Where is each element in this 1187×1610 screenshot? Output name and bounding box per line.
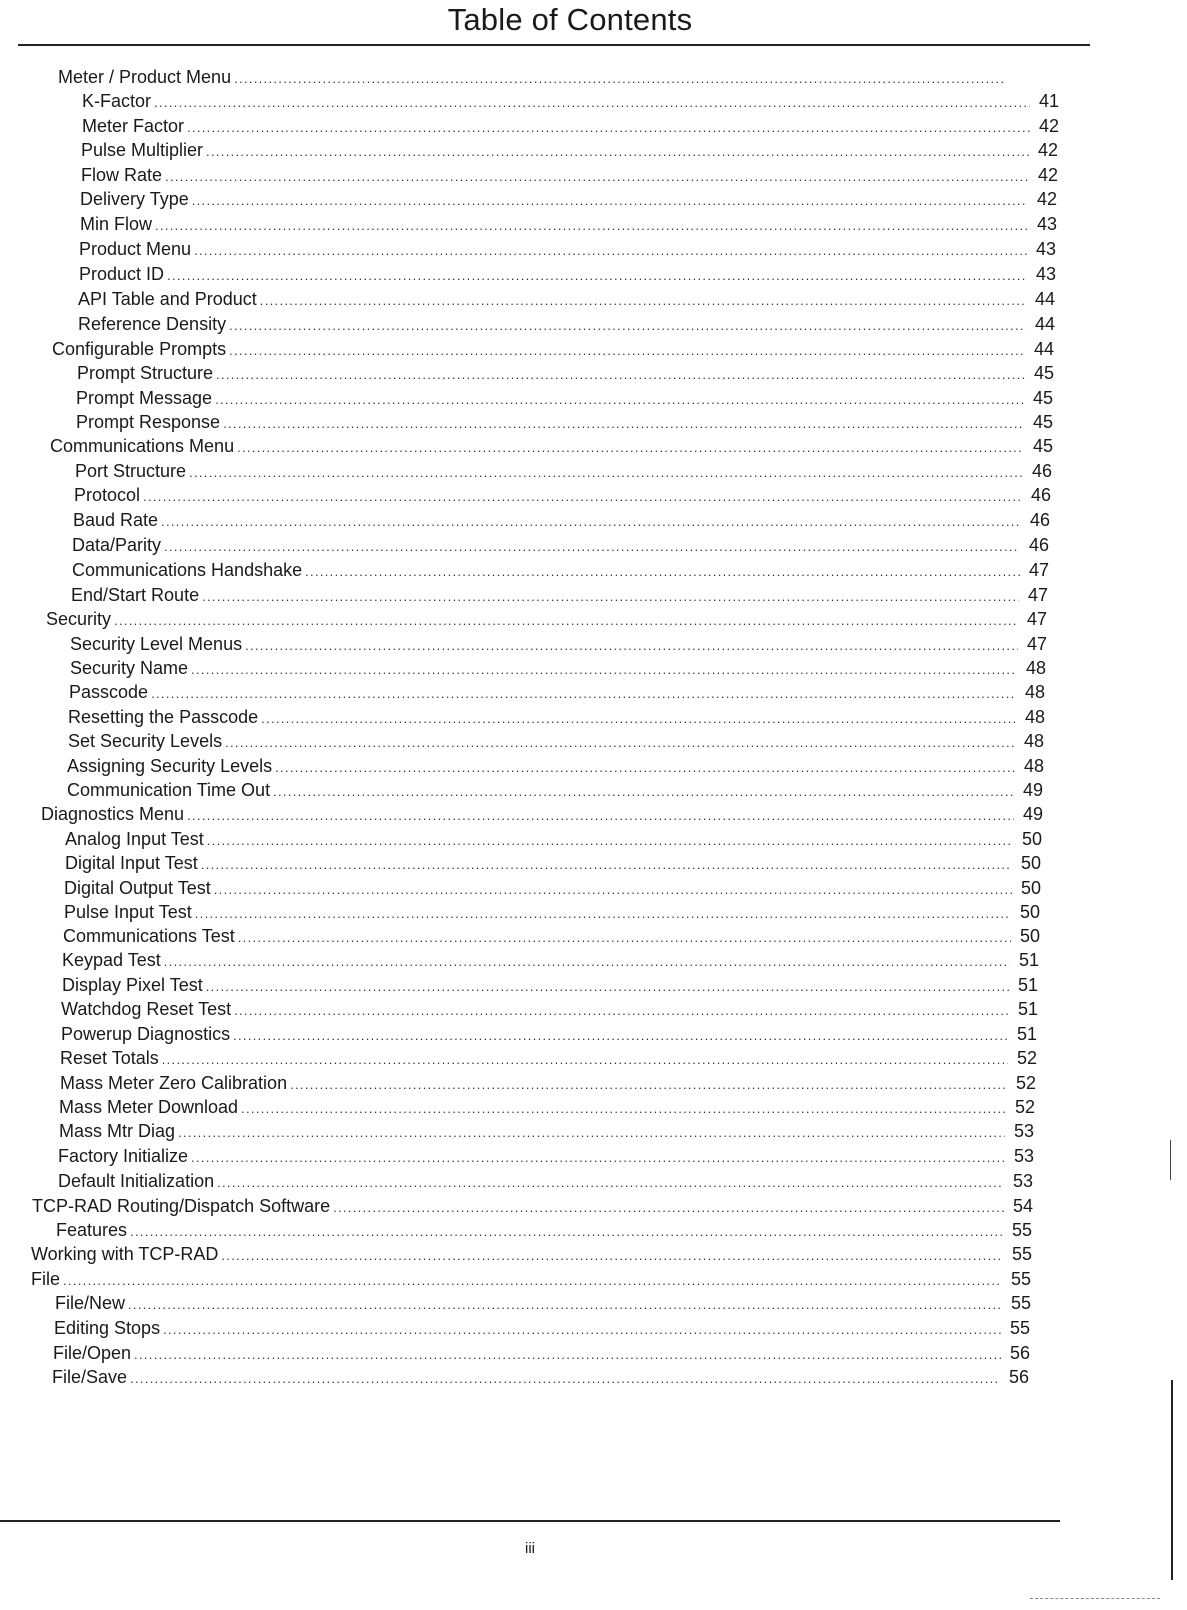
dot-leader <box>187 117 1030 139</box>
toc-entry[interactable] <box>64 901 1040 923</box>
toc-entry-label: Display Pixel Test <box>62 975 203 995</box>
toc-entry-page: 55 <box>1009 1318 1030 1338</box>
toc-entry[interactable] <box>68 730 1044 752</box>
toc-entry-page: 53 <box>1013 1121 1034 1141</box>
toc-entry-page: 47 <box>1026 609 1047 629</box>
toc-entry[interactable] <box>76 387 1053 409</box>
toc-entry-label: Min Flow <box>80 214 153 234</box>
dot-leader <box>130 1221 1003 1243</box>
toc-entry-label: Product Menu <box>79 239 192 259</box>
toc-entry-page: 49 <box>1022 804 1043 824</box>
toc-entry-label: File <box>31 1269 61 1289</box>
toc-entry-page: 51 <box>1017 975 1038 995</box>
toc-entry-label: Set Security Levels <box>68 731 223 751</box>
toc-entry-page: 55 <box>1010 1293 1031 1313</box>
dot-leader <box>234 68 1006 90</box>
toc-entry-page: 46 <box>1030 485 1051 505</box>
dot-leader <box>130 1368 1000 1390</box>
toc-entry-page: 44 <box>1034 289 1055 309</box>
toc-entry-page: 51 <box>1016 1024 1037 1044</box>
toc-entry[interactable] <box>60 1047 1037 1069</box>
toc-entry-label: Data/Parity <box>72 535 162 555</box>
header-rule <box>18 44 1090 46</box>
scan-binding-mark <box>1171 1380 1173 1580</box>
dot-leader <box>216 364 1025 386</box>
toc-entry-page: 45 <box>1033 363 1054 383</box>
toc-entry-label: Meter Factor <box>82 116 185 136</box>
dot-leader <box>164 951 1010 973</box>
toc-entry-label: File/Save <box>52 1367 128 1387</box>
toc-entry-page: 48 <box>1024 707 1045 727</box>
toc-entry-page: 45 <box>1032 412 1053 432</box>
toc-entry-page: 51 <box>1018 950 1039 970</box>
dot-leader <box>217 1172 1004 1194</box>
toc-entry-label: Working with TCP-RAD <box>31 1244 219 1264</box>
dot-leader <box>261 708 1016 730</box>
toc-entry-label: Prompt Structure <box>77 363 214 383</box>
toc-entry-label: Resetting the Passcode <box>68 707 259 727</box>
toc-entry-page: 55 <box>1011 1244 1032 1264</box>
dot-leader <box>223 413 1024 435</box>
dot-leader <box>189 462 1023 484</box>
toc-entry-page: 42 <box>1036 189 1057 209</box>
toc-entry[interactable] <box>60 1072 1036 1094</box>
toc-entry[interactable] <box>77 362 1054 384</box>
dot-leader <box>114 610 1018 632</box>
toc-entry-page: 42 <box>1037 165 1058 185</box>
toc-entry-label: Digital Input Test <box>65 853 198 873</box>
toc-entry-page: 52 <box>1015 1073 1036 1093</box>
toc-entry-label: Mass Meter Download <box>59 1097 239 1117</box>
toc-entry-label: File/New <box>55 1293 126 1313</box>
dot-leader <box>128 1294 1002 1316</box>
toc-entry-label: Mass Mtr Diag <box>59 1121 176 1141</box>
toc-entry[interactable] <box>52 1366 1029 1388</box>
dot-leader <box>167 265 1027 287</box>
toc-entry-page: 51 <box>1017 999 1038 1019</box>
dot-leader <box>162 1049 1008 1071</box>
toc-entry[interactable] <box>70 633 1047 655</box>
toc-entry-page: 49 <box>1022 780 1043 800</box>
dot-leader <box>164 536 1020 558</box>
toc-entry-label: Reset Totals <box>60 1048 159 1068</box>
dot-leader <box>241 1098 1006 1120</box>
toc-entry[interactable] <box>58 1145 1034 1167</box>
toc-entry[interactable] <box>62 949 1039 971</box>
dot-leader <box>192 190 1028 212</box>
toc-entry[interactable] <box>65 852 1041 874</box>
dot-leader <box>207 830 1013 852</box>
dot-leader <box>237 437 1024 459</box>
dot-leader <box>290 1074 1007 1096</box>
footer-rule <box>0 1520 1060 1522</box>
toc-entry-label: Baud Rate <box>73 510 159 530</box>
toc-entry-page: 48 <box>1025 658 1046 678</box>
toc-entry[interactable] <box>72 559 1049 581</box>
toc-entry-label: Port Structure <box>75 461 187 481</box>
toc-entry[interactable] <box>58 1170 1033 1192</box>
toc-entry-label: Prompt Message <box>76 388 213 408</box>
dot-leader <box>229 340 1025 362</box>
toc-entry[interactable] <box>74 484 1051 506</box>
dot-leader <box>238 927 1011 949</box>
toc-entry[interactable] <box>76 411 1053 433</box>
toc-entry[interactable] <box>55 1292 1031 1314</box>
toc-entry-label: Product ID <box>79 264 165 284</box>
toc-entry-label: Configurable Prompts <box>52 339 227 359</box>
toc-entry-page: 44 <box>1033 339 1054 359</box>
toc-entry[interactable] <box>79 238 1056 260</box>
dot-leader <box>273 781 1014 803</box>
dot-leader <box>63 1270 1002 1292</box>
toc-entry[interactable] <box>50 435 1053 457</box>
dot-leader <box>191 1147 1005 1169</box>
toc-entry[interactable] <box>61 998 1038 1020</box>
toc-entry-page: 48 <box>1024 682 1045 702</box>
toc-entry-page: 41 <box>1038 91 1059 111</box>
toc-entry-page: 50 <box>1020 878 1041 898</box>
toc-entry-label: Delivery Type <box>80 189 189 209</box>
toc-entry[interactable] <box>72 534 1049 556</box>
toc-entry[interactable] <box>54 1317 1030 1339</box>
toc-entry[interactable] <box>46 608 1047 630</box>
toc-entry-label: Communications Menu <box>50 436 235 456</box>
dot-leader <box>229 315 1026 337</box>
dot-leader <box>165 166 1029 188</box>
toc-entry-page: 53 <box>1013 1146 1034 1166</box>
toc-entry-label: Diagnostics Menu <box>41 804 185 824</box>
toc-entry[interactable] <box>81 139 1058 161</box>
toc-entry[interactable] <box>32 1195 1033 1217</box>
toc-entry[interactable] <box>58 66 1035 88</box>
toc-entry-page: 47 <box>1027 585 1048 605</box>
dot-leader <box>187 805 1014 827</box>
toc-entry[interactable] <box>41 803 1043 825</box>
toc-entry[interactable] <box>53 1342 1030 1364</box>
toc-entry-label: File/Open <box>53 1343 132 1363</box>
toc-entry-label: Communications Handshake <box>72 560 303 580</box>
scan-binding-mark <box>1170 1140 1171 1180</box>
toc-entry-label: Passcode <box>69 682 149 702</box>
toc-entry-page: 52 <box>1014 1097 1035 1117</box>
toc-entry-label: Protocol <box>74 485 141 505</box>
toc-entry[interactable] <box>78 288 1055 310</box>
toc-entry-page: 46 <box>1029 510 1050 530</box>
dot-leader <box>233 1025 1008 1047</box>
toc-entry-label: Editing Stops <box>54 1318 161 1338</box>
dot-leader <box>333 1197 1004 1219</box>
toc-entry-label: K-Factor <box>82 91 152 111</box>
toc-entry-page: 52 <box>1016 1048 1037 1068</box>
dot-leader <box>206 141 1029 163</box>
scan-artifact-line <box>1030 1598 1160 1599</box>
toc-entry-page: 43 <box>1035 239 1056 259</box>
toc-entry-label: Prompt Response <box>76 412 221 432</box>
toc-entry[interactable] <box>63 925 1040 947</box>
dot-leader <box>151 683 1016 705</box>
toc-entry-page: 50 <box>1021 829 1042 849</box>
toc-entry-page: 43 <box>1035 264 1056 284</box>
toc-entry-label: Security Level Menus <box>70 634 243 654</box>
page-number: iii <box>525 1540 535 1557</box>
dot-leader <box>305 561 1020 583</box>
toc-entry-page: 56 <box>1008 1367 1029 1387</box>
toc-entry-page: 45 <box>1032 436 1053 456</box>
dot-leader <box>202 586 1019 608</box>
toc-entry[interactable] <box>71 584 1048 606</box>
toc-entry-page: 45 <box>1032 388 1053 408</box>
toc-entry-label: TCP-RAD Routing/Dispatch Software <box>32 1196 331 1216</box>
toc-entry[interactable] <box>64 877 1041 899</box>
toc-entry[interactable] <box>80 213 1057 235</box>
toc-entry[interactable] <box>73 509 1050 531</box>
toc-entry-label: Features <box>56 1220 128 1240</box>
toc-entry[interactable] <box>82 115 1059 137</box>
toc-entry-label: Analog Input Test <box>65 829 204 849</box>
toc-entry-label: Meter / Product Menu <box>58 67 232 87</box>
toc-entry[interactable] <box>67 779 1043 801</box>
toc-entry[interactable] <box>80 188 1057 210</box>
toc-entry-label: Watchdog Reset Test <box>61 999 232 1019</box>
toc-entry-label: Communication Time Out <box>67 780 271 800</box>
toc-entry-label: Factory Initialize <box>58 1146 189 1166</box>
toc-entry[interactable] <box>56 1219 1032 1241</box>
dot-leader <box>234 1000 1009 1022</box>
toc-entry-page: 47 <box>1026 634 1047 654</box>
dot-leader <box>155 215 1028 237</box>
toc-entry[interactable] <box>78 313 1055 335</box>
dot-leader <box>214 879 1012 901</box>
toc-entry-page: 43 <box>1036 214 1057 234</box>
toc-entry-label: Reference Density <box>78 314 227 334</box>
toc-entry-page: 53 <box>1012 1171 1033 1191</box>
dot-leader <box>195 903 1011 925</box>
toc-entry-page: 56 <box>1009 1343 1030 1363</box>
toc-entry[interactable] <box>68 706 1045 728</box>
dot-leader <box>245 635 1018 657</box>
toc-entry[interactable] <box>62 974 1038 996</box>
dot-leader <box>215 389 1024 411</box>
dot-leader <box>178 1122 1005 1144</box>
toc-entry[interactable] <box>65 828 1042 850</box>
toc-entry-page: 55 <box>1010 1269 1031 1289</box>
toc-entry-page: 55 <box>1011 1220 1032 1240</box>
toc-entry[interactable] <box>31 1243 1032 1265</box>
dot-leader <box>194 240 1027 262</box>
dot-leader <box>221 1245 1003 1267</box>
toc-entry-label: Assigning Security Levels <box>67 756 273 776</box>
toc-entry-label: Mass Meter Zero Calibration <box>60 1073 288 1093</box>
toc-entry[interactable] <box>67 755 1044 777</box>
toc-entry-page: 54 <box>1012 1196 1033 1216</box>
dot-leader <box>163 1319 1001 1341</box>
toc-entry-label: Powerup Diagnostics <box>61 1024 231 1044</box>
toc-entry-page: 47 <box>1028 560 1049 580</box>
toc-entry[interactable] <box>31 1268 1031 1290</box>
dot-leader <box>275 757 1015 779</box>
toc-entry-page: 44 <box>1034 314 1055 334</box>
toc-entry-label: Security <box>46 609 112 629</box>
toc-entry-label: Security Name <box>70 658 189 678</box>
dot-leader <box>161 511 1021 533</box>
toc-entry[interactable] <box>59 1096 1035 1118</box>
toc-entry-label: Digital Output Test <box>64 878 211 898</box>
page-title: Table of Contents <box>447 2 693 37</box>
toc-entry-label: Flow Rate <box>81 165 163 185</box>
toc-entry-label: Pulse Input Test <box>64 902 192 922</box>
toc-entry-label: Keypad Test <box>62 950 161 970</box>
toc-entry[interactable] <box>70 657 1046 679</box>
toc-entry-label: End/Start Route <box>71 585 200 605</box>
toc-entry-page: 50 <box>1020 853 1041 873</box>
dot-leader <box>206 976 1009 998</box>
toc-entry-label: API Table and Product <box>78 289 257 309</box>
toc-entry-page: 46 <box>1031 461 1052 481</box>
toc-entry[interactable] <box>82 90 1059 112</box>
toc-entry-page: 46 <box>1028 535 1049 555</box>
toc-entry[interactable] <box>75 460 1052 482</box>
toc-entry[interactable] <box>81 164 1058 186</box>
toc-entry-label: Communications Test <box>63 926 235 946</box>
toc-entry-page: 48 <box>1023 731 1044 751</box>
toc-entry-page: 50 <box>1019 902 1040 922</box>
toc-entry[interactable] <box>61 1023 1037 1045</box>
toc-entry[interactable] <box>52 338 1054 360</box>
dot-leader <box>225 732 1015 754</box>
toc-entry-page: 48 <box>1023 756 1044 776</box>
dot-leader <box>260 290 1026 312</box>
toc-entry[interactable] <box>59 1120 1034 1142</box>
dot-leader <box>201 854 1012 876</box>
toc-entry[interactable] <box>79 263 1056 285</box>
toc-entry-page: 42 <box>1038 116 1059 136</box>
toc-entry-label: Default Initialization <box>58 1171 215 1191</box>
dot-leader <box>143 486 1022 508</box>
dot-leader <box>154 92 1030 114</box>
dot-leader <box>191 659 1017 681</box>
toc-entry[interactable] <box>69 681 1045 703</box>
toc-entry-page: 42 <box>1037 140 1058 160</box>
toc-entry-page: 50 <box>1019 926 1040 946</box>
toc-entry-label: Pulse Multiplier <box>81 140 204 160</box>
dot-leader <box>134 1344 1001 1366</box>
